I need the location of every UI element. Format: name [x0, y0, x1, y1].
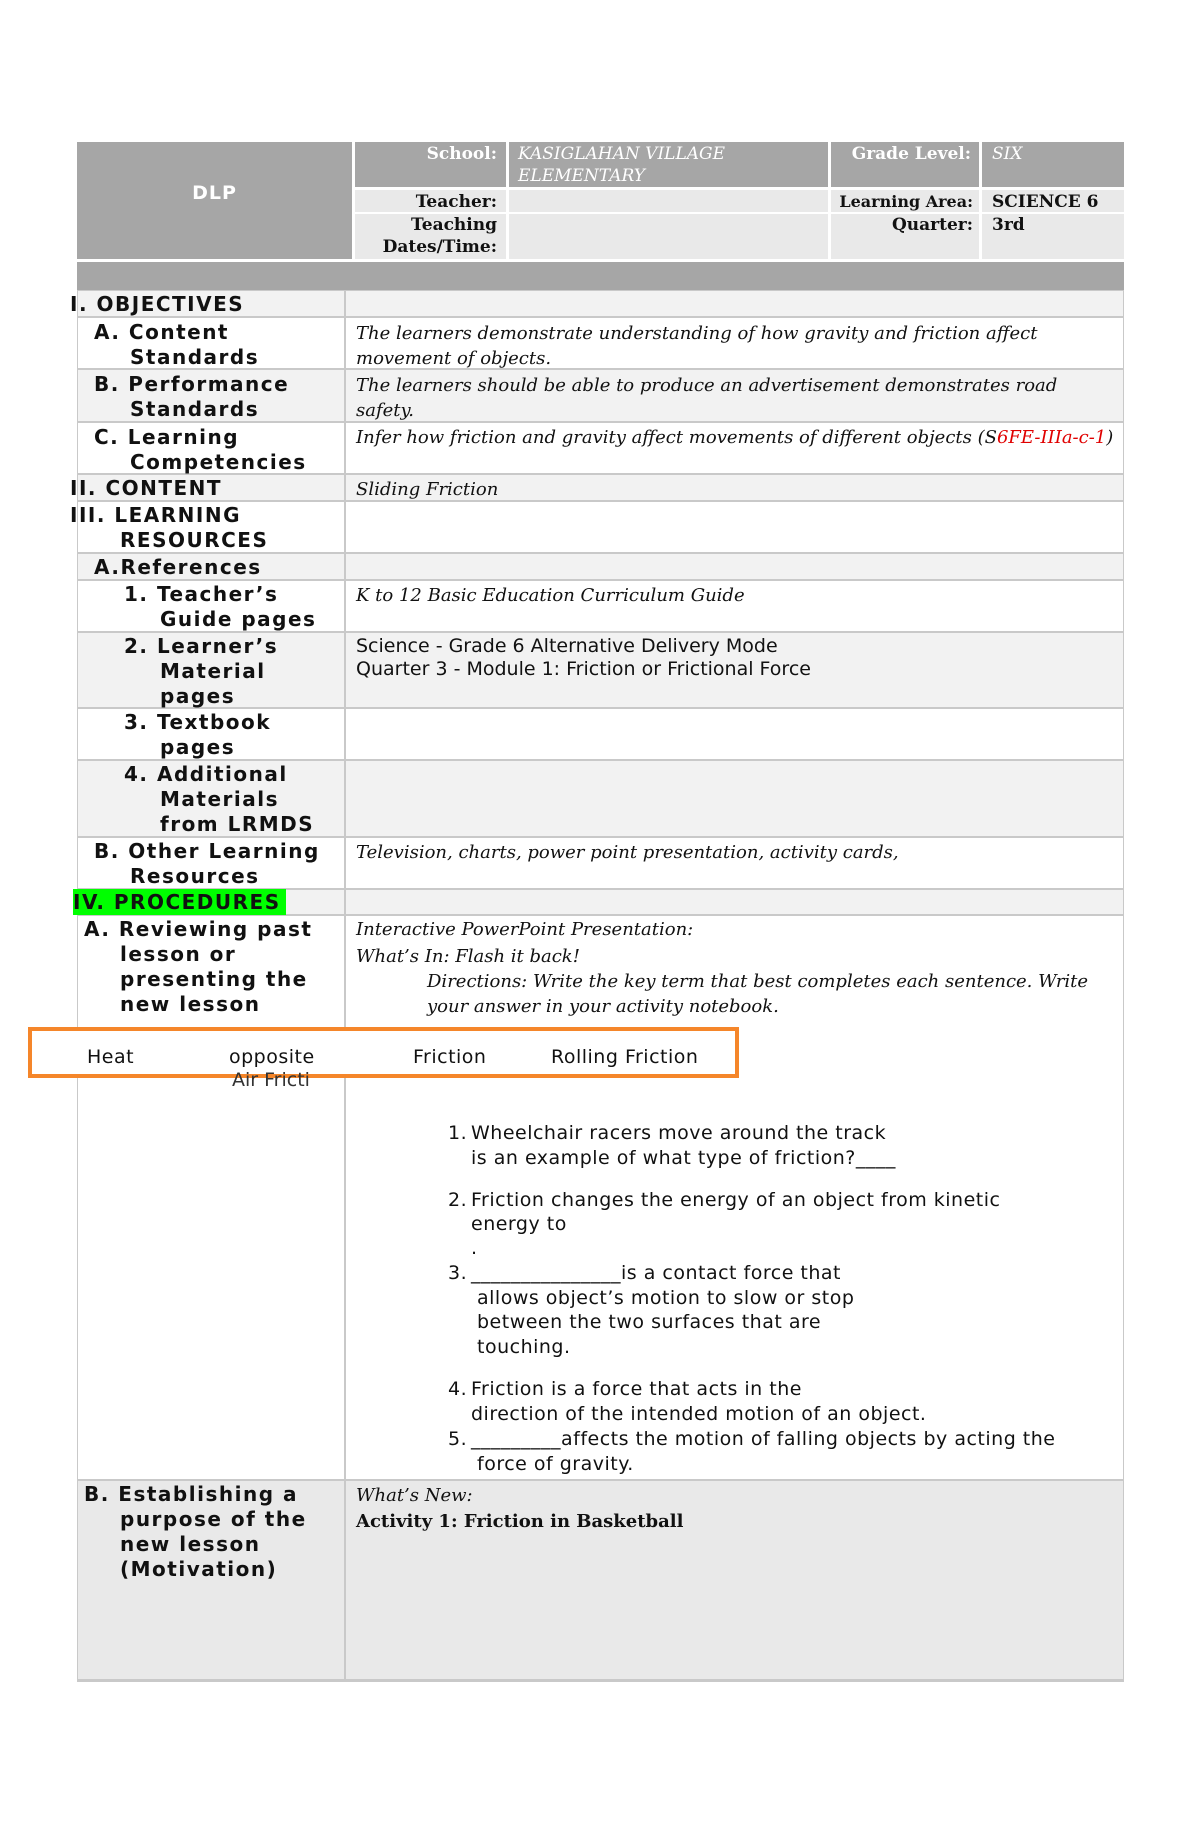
question-5-line-2: force of gravity. [477, 1453, 634, 1475]
word-bank-friction: Friction [413, 1046, 487, 1068]
competency-code: 6FE-IIIa-c-1 [996, 427, 1107, 448]
performance-standards-label: B. Performance Standards [94, 372, 290, 421]
whats-new-text: What’s New: [356, 1485, 473, 1506]
question-2-number: 2. [448, 1189, 468, 1211]
grade-level-label: Grade Level: [851, 144, 971, 164]
learning-competencies-label: C. Learning Competencies [94, 425, 307, 474]
establishing-purpose-label: B. Establishing a purpose of the new lesson (Motivation) [84, 1482, 307, 1581]
content-standards-value: The learners demonstrate understanding of how gravity and friction affect movement of objects. [356, 323, 1038, 369]
separator-band [77, 262, 1124, 290]
teacher-label: Teacher: [415, 192, 497, 212]
word-bank-heat: Heat [87, 1046, 135, 1068]
content-standards-label: A. Content Standards [94, 320, 260, 369]
interactive-ppt-text: Interactive PowerPoint Presentation: [356, 919, 694, 940]
question-2-line-1: Friction changes the energy of an object from kinetic [471, 1189, 1001, 1211]
word-bank-opposite: opposite [229, 1046, 315, 1068]
teaching-dates-label: Teaching Dates/Time: [382, 215, 497, 257]
question-3-line-4: touching. [477, 1336, 571, 1358]
question-4-line-2: direction of the intended motion of an object. [471, 1403, 927, 1425]
learning-area-label: Learning Area: [839, 192, 973, 211]
content-value: Sliding Friction [356, 479, 499, 500]
textbook-pages-label: 3. Textbook pages [124, 710, 272, 759]
question-4-line-1: Friction is a force that acts in the [471, 1378, 802, 1400]
school-value: KASIGLAHAN VILLAGE ELEMENTARY [518, 144, 726, 186]
question-2-line-2: energy to [471, 1213, 567, 1235]
school-label: School: [426, 144, 497, 164]
content-heading: II. CONTENT [70, 476, 223, 500]
procedures-heading: IV. PROCEDURES [73, 890, 281, 914]
other-resources-value: Television, charts, power point presentation, activity cards, [356, 842, 899, 863]
learners-material-value-1: Science - Grade 6 Alternative Delivery Mode [356, 635, 778, 657]
question-3-number: 3. [448, 1262, 468, 1284]
question-3-line-1: _______________is a contact force that [471, 1262, 842, 1284]
dlp-title: DLP [192, 182, 237, 204]
question-1-number: 1. [448, 1122, 468, 1144]
question-3-line-3: between the two surfaces that are [477, 1311, 822, 1333]
teachers-guide-label: 1. Teacher’s Guide pages [124, 582, 317, 631]
question-5-number: 5. [448, 1428, 468, 1450]
learners-material-label: 2. Learner’s Material pages [124, 634, 279, 708]
question-1-line-2: is an example of what type of friction?____ [471, 1147, 896, 1169]
learners-material-value-2: Quarter 3 - Module 1: Friction or Frictional Force [356, 658, 811, 680]
question-3-line-2: allows object’s motion to slow or stop [477, 1287, 855, 1309]
word-bank-rolling-friction: Rolling Friction [551, 1046, 699, 1068]
question-5-line-1: _________affects the motion of falling objects by acting the [471, 1428, 1056, 1450]
word-bank-hidden-text: Air Fricti [232, 1069, 310, 1091]
performance-standards-value: The learners should be able to produce an advertisement demonstrates road safety. [356, 375, 1058, 421]
additional-materials-label: 4. Additional Materials from LRMDS [124, 762, 315, 836]
question-1-line-1: Wheelchair racers move around the track [471, 1122, 887, 1144]
teachers-guide-value: K to 12 Basic Education Curriculum Guide [356, 585, 745, 606]
directions-text: Directions: Write the key term that best completes each sentence. Write your answer in your activity notebook. [427, 971, 1089, 1017]
activity-1-title: Activity 1: Friction in Basketball [356, 1511, 684, 1532]
question-2-line-3: . [471, 1237, 478, 1259]
quarter-label: Quarter: [891, 215, 973, 235]
grade-level-value: SIX [992, 144, 1023, 164]
quarter-value: 3rd [992, 215, 1025, 235]
learning-area-value: SCIENCE 6 [992, 192, 1099, 212]
other-resources-label: B. Other Learning Resources [94, 839, 320, 888]
learning-resources-heading: III. LEARNING RESOURCES [70, 503, 269, 552]
reviewing-lesson-label: A. Reviewing past lesson or presenting the new lesson [84, 917, 313, 1016]
question-4-number: 4. [448, 1378, 468, 1400]
objectives-heading: I. OBJECTIVES [70, 292, 245, 316]
references-label: A.References [94, 555, 262, 579]
learning-competencies-value: Infer how friction and gravity affect movements of different objects (S6FE-IIIa-c-1) [356, 427, 1114, 448]
whats-in-text: What’s In: Flash it back! [356, 946, 580, 967]
